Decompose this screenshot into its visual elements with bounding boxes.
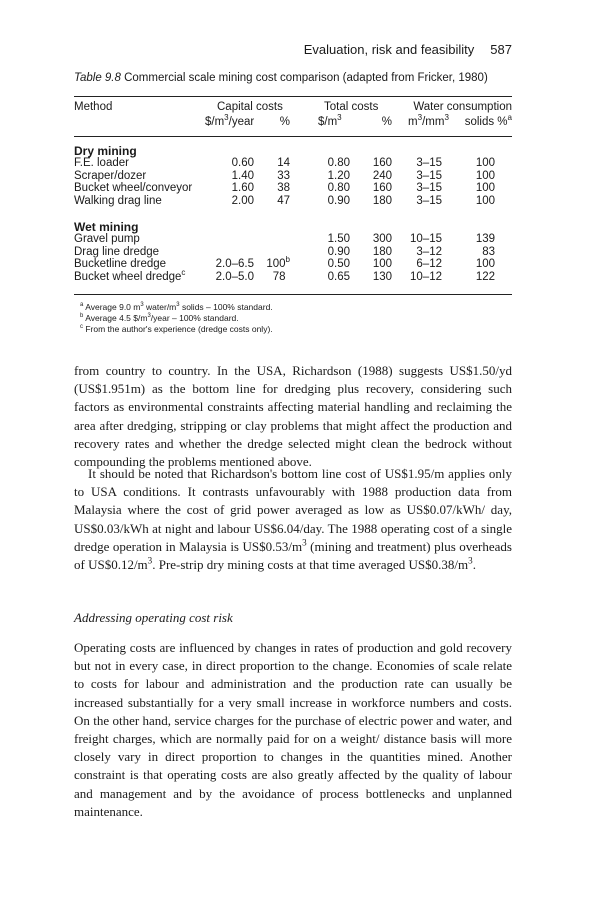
cell-water: 3–15: [416, 182, 442, 195]
cell-total-pct: 180: [372, 194, 392, 207]
cell-capital-pct: 78: [272, 270, 286, 283]
paragraph-3: Operating costs are influenced by changes in rates of production and gold recovery but not in every case, in direct proportion to the change. Economies of scale relate to costs for labour and administration and the production rate can usually be increased substantially for a very small increase in workforce numbers and costs. On the other hand, service charges for the purchase of electric power and water, and freight charges, which are normally paid for on a weight/ distance basis will more closely vary in direct proportion to changes in the quantities mined. Another constraint is that operating costs are also greatly affected by the quality of labour and management and by the avoidance of process bottlenecks and unplanned maintenance.: [74, 640, 512, 819]
cell-method: Gravel pump: [74, 233, 140, 246]
cell-capital-pct: [286, 233, 290, 245]
cell-solids: 100: [475, 258, 495, 271]
cell-total-pct: 240: [372, 169, 392, 182]
cell-total-cost: 1.20: [327, 169, 350, 182]
cell-solids: 100: [475, 157, 495, 170]
cell-capital-cost: 1.60: [231, 182, 254, 195]
cell-method: Bucket wheel/conveyor: [74, 182, 193, 195]
section-subheading: Addressing operating cost risk: [74, 610, 233, 625]
table-row: [74, 170, 512, 182]
table-top-rule: [74, 96, 512, 97]
cell-total-pct: 180: [372, 245, 392, 258]
cell-water: 10–15: [410, 233, 442, 246]
cell-capital-pct: 14: [277, 157, 290, 170]
cell-method: Bucketline dredge: [74, 258, 167, 271]
table-row: [74, 195, 512, 207]
header-solids: solids %$^a$: [464, 113, 512, 128]
cell-total-cost: 0.65: [327, 270, 350, 283]
footnote-c: $^c$ From the author's experience (dredge costs only).: [80, 324, 273, 334]
cell-water: 3–12: [416, 245, 442, 258]
table-bottom-rule: [74, 294, 512, 295]
cell-capital-pct: 100$^b$: [266, 255, 290, 271]
cell-capital-cost: 0.60: [231, 157, 254, 170]
header-capital-unit: $\$/m^3$/year: [205, 113, 255, 128]
header-water-unit: $m^3/mm^3$: [408, 113, 449, 128]
running-header: [74, 42, 512, 57]
cell-solids: 122: [475, 270, 495, 283]
wet-mining-section: [74, 221, 512, 283]
cell-total-cost: 0.90: [327, 245, 350, 258]
cell-total-pct: 130: [372, 270, 392, 283]
header-total-unit: $\$/m^3$: [318, 113, 342, 128]
table-caption: [74, 72, 514, 84]
footnote-a: $^a$ Average 9.0 $m^3$ water/$m^3$ solids – 100% standard.: [80, 302, 273, 312]
cell-water: 3–15: [416, 169, 442, 182]
cell-water: 3–15: [416, 194, 442, 207]
footnote-b: $^b$ Average 4.5 $\$/m^3$/year – 100% standard.: [80, 313, 239, 323]
table-caption-text: Commercial scale mining cost comparison (adapted from Fricker, 1980): [124, 72, 488, 84]
table-row: [74, 182, 512, 194]
cell-solids: 139: [475, 233, 495, 246]
cell-method: Drag line dredge: [74, 245, 160, 258]
cell-capital-cost: 2.0–5.0: [215, 270, 254, 283]
table-row: [74, 267, 512, 283]
table-row: [74, 255, 512, 271]
cell-total-pct: 100: [372, 258, 392, 271]
table-header: [74, 100, 512, 130]
table-row: [74, 233, 512, 245]
cell-solids: 100: [475, 194, 495, 207]
running-title: Evaluation, risk and feasibility: [303, 42, 475, 57]
page-number: 587: [490, 42, 512, 57]
table-row: [74, 157, 512, 169]
dry-mining-section: [74, 145, 512, 207]
section-title-dry: Dry mining: [74, 144, 137, 158]
table-header-row-2: [74, 115, 512, 130]
paragraph-2: It should be noted that Richardson's bottom line cost of US$1.95/m applies only to USA conditions. It contrasts unfavourably with 1988 production data from Malaysia where the cost of grid power averaged as low as US$0.07/kWh/ day, US$0.03/kWh at night and labour US$6.04/day. The 1988 operating cost of a single dredge operation in Malaysia is $US\$0.53/m^3$ (mining and treatment) plus overheads of $US\$0.12/m^3$. Pre-strip dry mining costs at that time averaged $US\$0.38/m^3$.: [74, 466, 512, 573]
cell-solids: 100: [475, 182, 495, 195]
cell-solids: 100: [475, 169, 495, 182]
cell-total-cost: 0.80: [327, 182, 350, 195]
cell-capital-pct: 33: [277, 169, 290, 182]
header-total-pct: %: [381, 116, 392, 128]
header-water-consumption: Water consumption: [413, 101, 512, 113]
cell-capital-cost: 2.00: [231, 194, 254, 207]
cell-total-cost: 0.80: [327, 157, 350, 170]
cell-total-pct: 160: [372, 157, 392, 170]
table-header-rule: [74, 136, 512, 137]
cell-total-pct: 160: [372, 182, 392, 195]
table-row: [74, 246, 512, 258]
cell-total-cost: 0.50: [327, 258, 350, 271]
cell-water: 6–12: [416, 258, 442, 271]
cell-solids: 83: [482, 245, 495, 258]
header-total-costs: Total costs: [324, 101, 379, 113]
header-method: Method: [74, 101, 113, 113]
cell-capital-cost: 2.0–6.5: [215, 258, 254, 271]
cell-total-cost: 1.50: [327, 233, 350, 246]
table-footnotes: [80, 302, 273, 335]
cell-capital-cost: 1.40: [231, 169, 254, 182]
table-caption-label: Table 9.8: [74, 72, 121, 84]
cell-total-cost: 0.90: [327, 194, 350, 207]
cell-water: 3–15: [416, 157, 442, 170]
cell-method: Walking drag line: [74, 194, 162, 207]
cell-capital-pct: 47: [277, 194, 290, 207]
cell-capital-pct: 38: [277, 182, 290, 195]
paragraph-1: from country to country. In the USA, Richardson (1988) suggests US$1.50/yd (US$1.951m) as the bottom line for dredging plus recovery, considering such factors as environmental constraints affecting material handling and reclaiming the area after dredging, stripping or clay problems that might affect the production and recovery rates and whether the dredge selected might clean the bedrock without compounding the problems mentioned above.: [74, 363, 512, 470]
section-title-wet: Wet mining: [74, 220, 139, 234]
cell-total-pct: 300: [372, 233, 392, 246]
header-capital-costs: Capital costs: [217, 101, 283, 113]
header-capital-pct: %: [279, 116, 290, 128]
cell-method: Scraper/dozer: [74, 169, 147, 182]
cell-water: 10–12: [410, 270, 442, 283]
cell-method: F.E. loader: [74, 157, 129, 170]
cell-method: Bucket wheel dredge$^c$: [74, 267, 186, 283]
